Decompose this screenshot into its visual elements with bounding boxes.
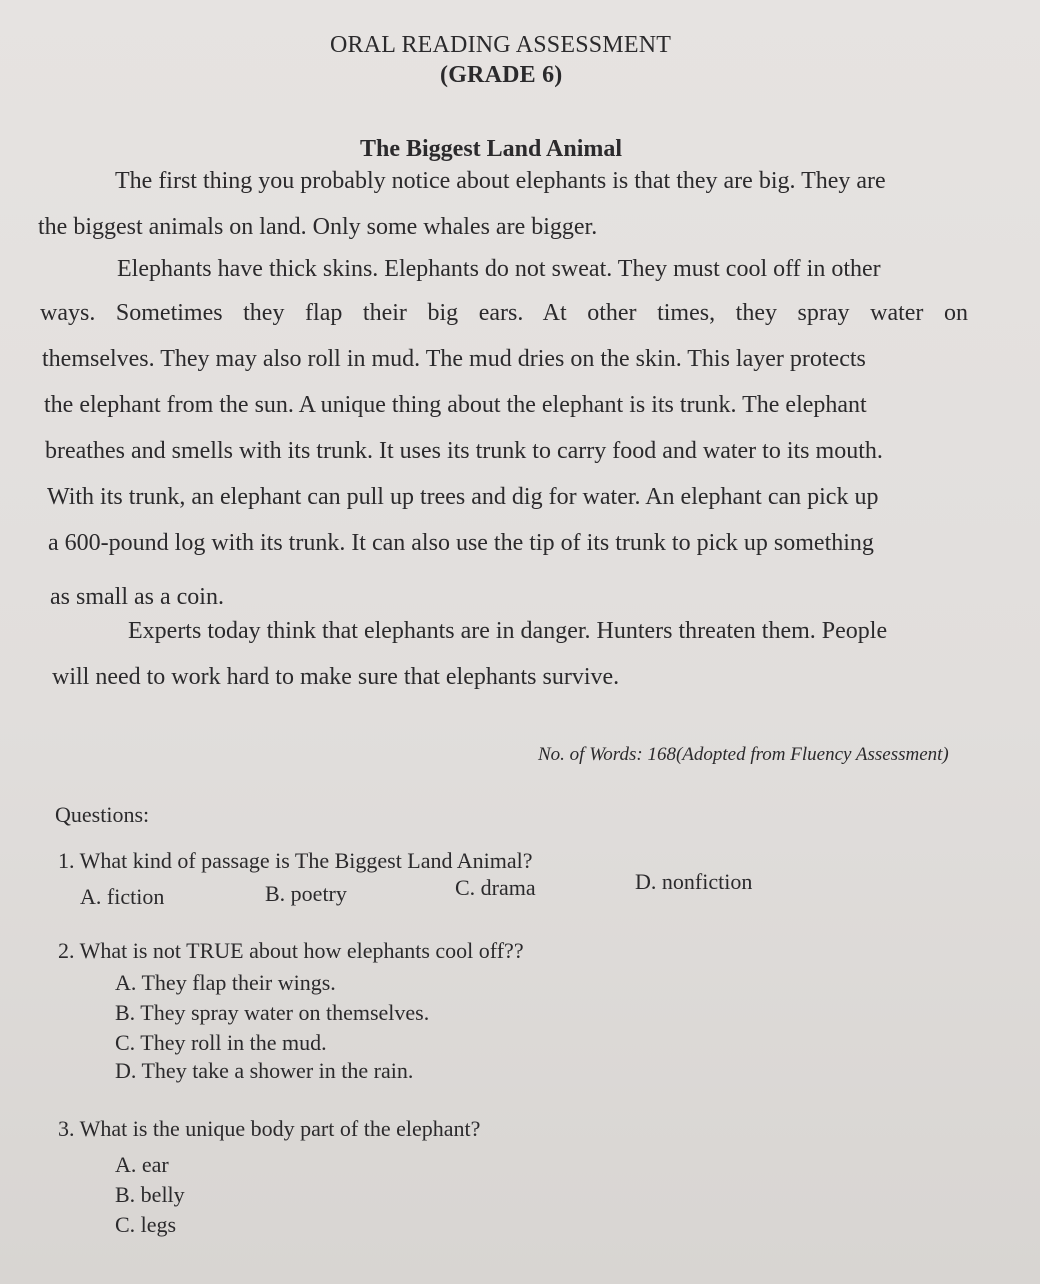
question-2-text: 2. What is not TRUE about how elephants cool off?? [58,938,524,963]
passage-line: ways. Sometimes they flap their big ears. At other times, they spray water on [40,300,968,326]
question-2-option-c: C. They roll in the mud. [115,1030,327,1055]
passage-line: Experts today think that elephants are in danger. Hunters threaten them. People [128,618,888,644]
passage-line: as small as a coin. [50,584,224,610]
passage-line: will need to work hard to make sure that elephants survive. [52,664,620,690]
passage-line: With its trunk, an elephant can pull up trees and dig for water. An elephant can pick up [47,484,879,510]
question-3-option-c: C. legs [115,1212,177,1237]
question-3-option-b: B. belly [115,1182,185,1207]
question-1-option-c: C. drama [455,875,536,900]
question-3-option-a: A. ear [115,1152,169,1177]
question-1-option-a: A. fiction [80,884,165,909]
question-1-option-b: B. poetry [265,881,347,906]
word-count-note: No. of Words: 168(Adopted from Fluency Assessment) [538,744,949,765]
passage-line: Elephants have thick skins. Elephants do not sweat. They must cool off in other [117,256,881,282]
assessment-title: ORAL READING ASSESSMENT [330,32,672,58]
passage-title: The Biggest Land Animal [360,136,623,162]
grade-label: (GRADE 6) [440,62,563,88]
question-2-option-d: D. They take a shower in the rain. [115,1058,414,1083]
question-2-option-a: A. They flap their wings. [115,970,336,995]
passage-line: the elephant from the sun. A unique thing about the elephant is its trunk. The elephant [44,392,867,418]
question-1-text: 1. What kind of passage is The Biggest Land Animal? [58,848,533,873]
passage-line: breathes and smells with its trunk. It uses its trunk to carry food and water to its mouth. [45,438,883,464]
passage-line: The first thing you probably notice about elephants is that they are big. They are [115,168,886,194]
question-2-option-b: B. They spray water on themselves. [115,1000,430,1025]
question-1-option-d: D. nonfiction [635,869,753,894]
passage-line: the biggest animals on land. Only some whales are bigger. [38,214,598,240]
passage-line: themselves. They may also roll in mud. The mud dries on the skin. This layer protects [42,346,866,372]
passage-line: a 600-pound log with its trunk. It can also use the tip of its trunk to pick up something [48,530,874,556]
question-3-text: 3. What is the unique body part of the elephant? [58,1116,481,1141]
questions-label: Questions: [55,802,150,827]
